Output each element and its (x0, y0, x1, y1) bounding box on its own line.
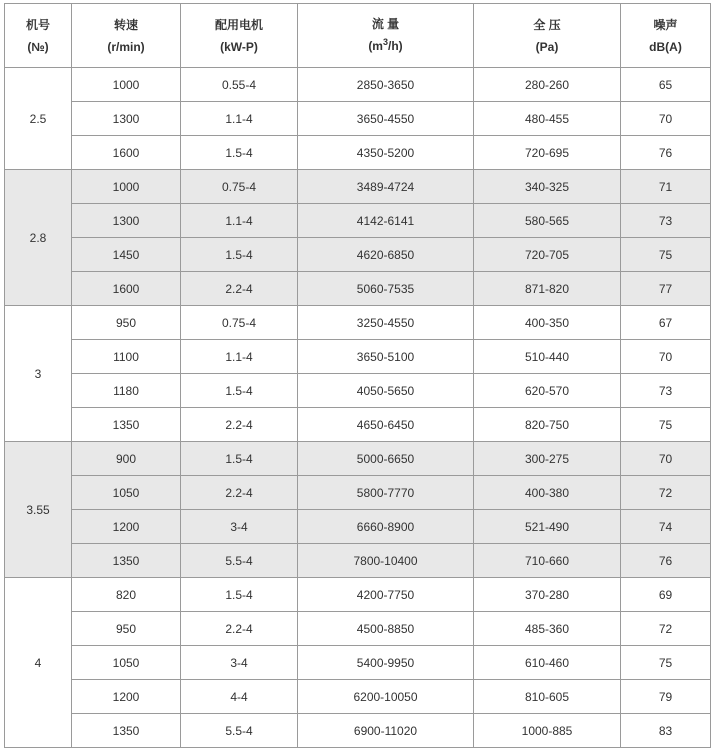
flow-cell: 3650-4550 (298, 102, 474, 136)
flow-cell: 6900-11020 (298, 714, 474, 748)
motor-cell: 2.2-4 (181, 476, 298, 510)
noise-cell: 77 (621, 272, 711, 306)
noise-cell: 67 (621, 306, 711, 340)
fan-spec-table (4, 3, 711, 748)
speed-cell: 1050 (72, 476, 181, 510)
motor-cell: 0.75-4 (181, 170, 298, 204)
header-flow: 流 量 $(m^3/h)$ (298, 4, 474, 68)
flow-cell: 4620-6850 (298, 238, 474, 272)
noise-cell: 75 (621, 408, 711, 442)
flow-cell: 3250-4550 (298, 306, 474, 340)
flow-cell: 7800-10400 (298, 544, 474, 578)
header-pressure: 全 压 (Pa) (474, 4, 621, 68)
flow-cell: 4500-8850 (298, 612, 474, 646)
speed-cell: 820 (72, 578, 181, 612)
pressure-cell: 400-380 (474, 476, 621, 510)
flow-cell: 4650-6450 (298, 408, 474, 442)
header-model: 机号 (№) (5, 4, 72, 68)
motor-cell: 1.1-4 (181, 340, 298, 374)
header-motor: 配用电机 (kW-P) (181, 4, 298, 68)
pressure-cell: 480-455 (474, 102, 621, 136)
model-cell: 2.5 (5, 68, 72, 170)
noise-cell: 79 (621, 680, 711, 714)
noise-cell: 70 (621, 102, 711, 136)
pressure-cell: 280-260 (474, 68, 621, 102)
motor-cell: 1.5-4 (181, 238, 298, 272)
flow-cell: 6660-8900 (298, 510, 474, 544)
speed-cell: 1600 (72, 272, 181, 306)
noise-cell: 74 (621, 510, 711, 544)
table-row (5, 612, 711, 646)
motor-cell: 1.5-4 (181, 442, 298, 476)
pressure-cell: 871-820 (474, 272, 621, 306)
model-cell: 4 (5, 578, 72, 748)
pressure-cell: 370-280 (474, 578, 621, 612)
speed-cell: 1300 (72, 102, 181, 136)
pressure-cell: 720-705 (474, 238, 621, 272)
noise-cell: 75 (621, 238, 711, 272)
table-row (5, 340, 711, 374)
motor-cell: 3-4 (181, 510, 298, 544)
noise-cell: 73 (621, 374, 711, 408)
table-row (5, 578, 711, 612)
flow-cell: 5000-6650 (298, 442, 474, 476)
motor-cell: 0.55-4 (181, 68, 298, 102)
speed-cell: 950 (72, 612, 181, 646)
table-row (5, 68, 711, 102)
speed-cell: 1300 (72, 204, 181, 238)
header-speed: 转速 (r/min) (72, 4, 181, 68)
speed-cell: 950 (72, 306, 181, 340)
flow-cell: 3489-4724 (298, 170, 474, 204)
noise-cell: 69 (621, 578, 711, 612)
pressure-cell: 1000-885 (474, 714, 621, 748)
noise-cell: 83 (621, 714, 711, 748)
flow-cell: 4200-7750 (298, 578, 474, 612)
noise-cell: 70 (621, 340, 711, 374)
pressure-cell: 810-605 (474, 680, 621, 714)
motor-cell: 1.5-4 (181, 578, 298, 612)
pressure-cell: 510-440 (474, 340, 621, 374)
table-row (5, 272, 711, 306)
noise-cell: 65 (621, 68, 711, 102)
motor-cell: 1.5-4 (181, 374, 298, 408)
header-row (5, 4, 711, 68)
speed-cell: 1100 (72, 340, 181, 374)
flow-cell: 2850-3650 (298, 68, 474, 102)
noise-cell: 70 (621, 442, 711, 476)
motor-cell: 4-4 (181, 680, 298, 714)
speed-cell: 1000 (72, 170, 181, 204)
speed-cell: 900 (72, 442, 181, 476)
pressure-cell: 820-750 (474, 408, 621, 442)
flow-cell: 5800-7770 (298, 476, 474, 510)
noise-cell: 75 (621, 646, 711, 680)
table-row (5, 646, 711, 680)
pressure-cell: 485-360 (474, 612, 621, 646)
speed-cell: 1350 (72, 544, 181, 578)
pressure-cell: 400-350 (474, 306, 621, 340)
motor-cell: 1.1-4 (181, 204, 298, 238)
pressure-cell: 620-570 (474, 374, 621, 408)
pressure-cell: 300-275 (474, 442, 621, 476)
header-noise: 噪声 dB(A) (621, 4, 711, 68)
motor-cell: 5.5-4 (181, 714, 298, 748)
table-row (5, 374, 711, 408)
noise-cell: 76 (621, 136, 711, 170)
motor-cell: 2.2-4 (181, 408, 298, 442)
noise-cell: 72 (621, 612, 711, 646)
flow-cell: 5400-9950 (298, 646, 474, 680)
motor-cell: 2.2-4 (181, 612, 298, 646)
pressure-cell: 610-460 (474, 646, 621, 680)
table-row (5, 476, 711, 510)
pressure-cell: 521-490 (474, 510, 621, 544)
flow-cell: 6200-10050 (298, 680, 474, 714)
table-body (5, 68, 711, 748)
flow-cell: 4142-6141 (298, 204, 474, 238)
speed-cell: 1180 (72, 374, 181, 408)
table-row (5, 408, 711, 442)
motor-cell: 1.5-4 (181, 136, 298, 170)
motor-cell: 3-4 (181, 646, 298, 680)
model-cell: 2.8 (5, 170, 72, 306)
table-row (5, 680, 711, 714)
table-row (5, 442, 711, 476)
table-row (5, 136, 711, 170)
speed-cell: 1350 (72, 408, 181, 442)
table-row (5, 102, 711, 136)
table-row (5, 714, 711, 748)
pressure-cell: 710-660 (474, 544, 621, 578)
pressure-cell: 580-565 (474, 204, 621, 238)
model-cell: 3 (5, 306, 72, 442)
noise-cell: 71 (621, 170, 711, 204)
flow-cell: 4050-5650 (298, 374, 474, 408)
table-row (5, 170, 711, 204)
flow-cell: 5060-7535 (298, 272, 474, 306)
table-row (5, 544, 711, 578)
speed-cell: 1450 (72, 238, 181, 272)
motor-cell: 2.2-4 (181, 272, 298, 306)
table-row (5, 204, 711, 238)
motor-cell: 5.5-4 (181, 544, 298, 578)
motor-cell: 1.1-4 (181, 102, 298, 136)
speed-cell: 1200 (72, 680, 181, 714)
flow-cell: 3650-5100 (298, 340, 474, 374)
speed-cell: 1200 (72, 510, 181, 544)
speed-cell: 1600 (72, 136, 181, 170)
pressure-cell: 340-325 (474, 170, 621, 204)
noise-cell: 72 (621, 476, 711, 510)
table-row (5, 306, 711, 340)
motor-cell: 0.75-4 (181, 306, 298, 340)
speed-cell: 1350 (72, 714, 181, 748)
noise-cell: 73 (621, 204, 711, 238)
pressure-cell: 720-695 (474, 136, 621, 170)
noise-cell: 76 (621, 544, 711, 578)
model-cell: 3.55 (5, 442, 72, 578)
flow-cell: 4350-5200 (298, 136, 474, 170)
speed-cell: 1000 (72, 68, 181, 102)
speed-cell: 1050 (72, 646, 181, 680)
table-row (5, 510, 711, 544)
table-row (5, 238, 711, 272)
